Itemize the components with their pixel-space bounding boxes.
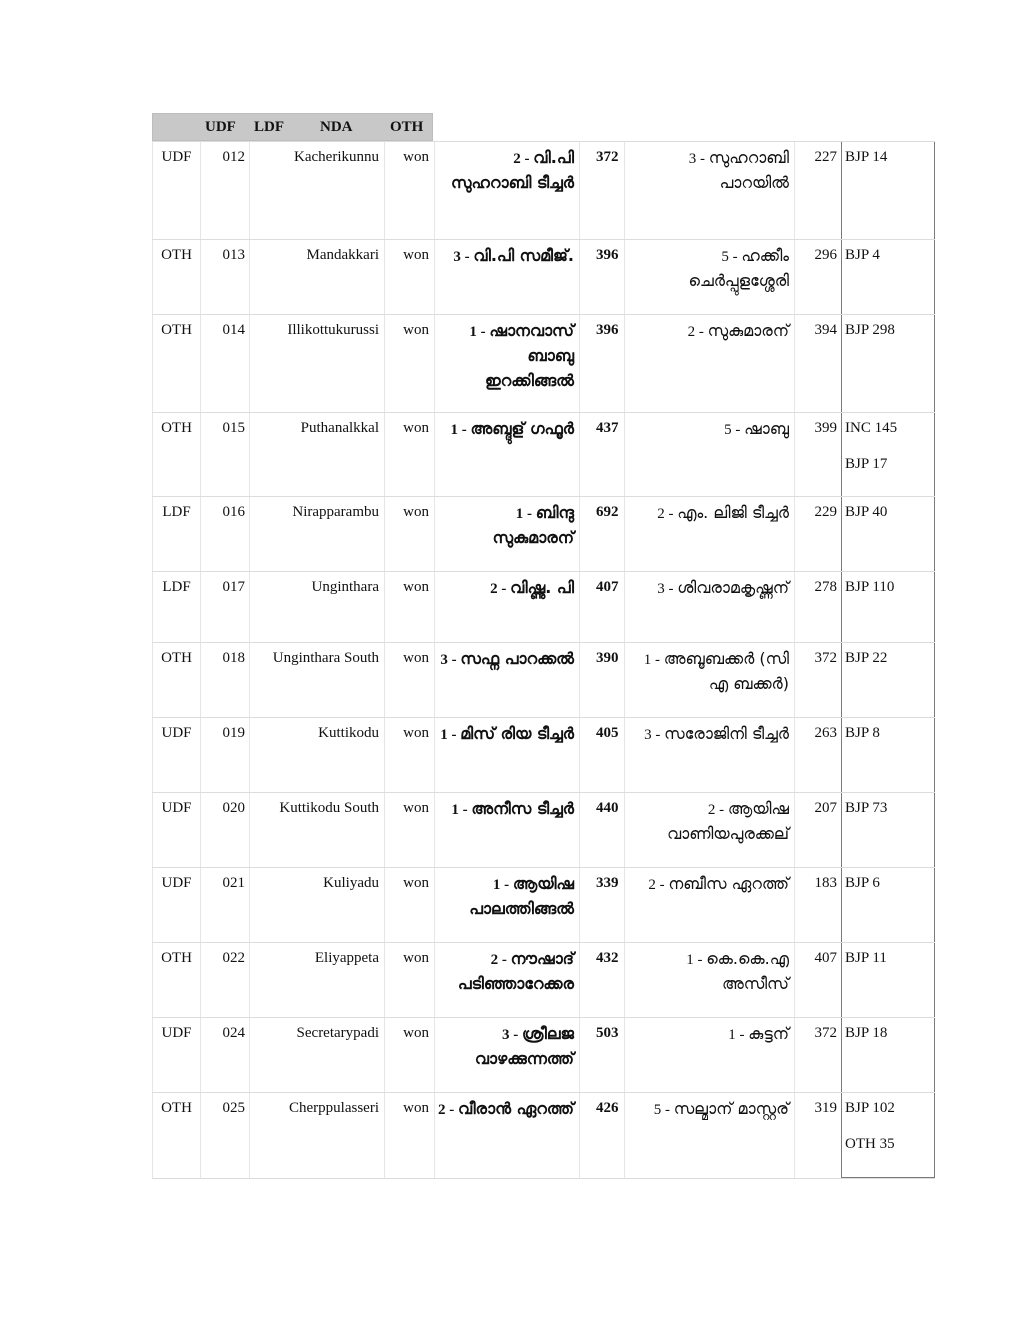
winner-cell bbox=[434, 793, 579, 868]
runner-up-cell bbox=[624, 572, 794, 643]
table-row bbox=[152, 942, 935, 1018]
winner-name: അബ്ദുള് ഗഫൂർ bbox=[470, 419, 574, 438]
runner-prefix: 1 - bbox=[728, 1027, 749, 1043]
others-line-2: OTH 35 bbox=[845, 1136, 895, 1152]
table-row bbox=[152, 867, 935, 943]
others-cell bbox=[841, 413, 935, 497]
table-row bbox=[152, 239, 935, 315]
winner-votes-cell: 426 bbox=[579, 1093, 624, 1178]
runner-name: കുട്ടന് bbox=[748, 1024, 789, 1043]
ward-name-cell: Kuttikodu bbox=[249, 718, 384, 793]
winner-prefix: 1 - bbox=[450, 422, 471, 438]
others-cell bbox=[841, 240, 935, 315]
runner-up-cell bbox=[624, 793, 794, 868]
table-row bbox=[152, 1092, 935, 1179]
runner-prefix: 5 - bbox=[724, 422, 745, 438]
runner-prefix: 1 - bbox=[686, 952, 707, 968]
others-cell bbox=[841, 718, 935, 793]
winner-name: ശ്രീലജ വാഴക്കുന്നത്ത് bbox=[474, 1024, 574, 1068]
status-cell: won bbox=[384, 1093, 434, 1178]
party-cell: UDF bbox=[152, 793, 200, 868]
others-line-1: BJP 73 bbox=[845, 800, 888, 816]
winner-votes-cell: 396 bbox=[579, 315, 624, 413]
winner-prefix: 3 - bbox=[501, 1027, 522, 1043]
table-row bbox=[152, 314, 935, 413]
winner-prefix: 3 - bbox=[440, 652, 461, 668]
winner-cell bbox=[434, 718, 579, 793]
others-line-1: BJP 40 bbox=[845, 504, 888, 520]
winner-votes-cell: 405 bbox=[579, 718, 624, 793]
winner-votes-cell: 437 bbox=[579, 413, 624, 497]
runner-name: സല്മാന് മാസ്റ്റര് bbox=[673, 1099, 789, 1118]
ward-number-cell: 017 bbox=[200, 572, 249, 643]
table-row bbox=[152, 642, 935, 718]
ward-number-cell: 022 bbox=[200, 943, 249, 1018]
ward-number-cell: 020 bbox=[200, 793, 249, 868]
others-line-2 bbox=[845, 182, 934, 218]
winner-prefix: 1 - bbox=[440, 727, 461, 743]
runner-prefix: 2 - bbox=[648, 877, 669, 893]
runner-votes-cell: 319 bbox=[794, 1093, 841, 1178]
table-row bbox=[152, 1017, 935, 1093]
table-row bbox=[152, 141, 935, 240]
runner-prefix: 1 - bbox=[643, 652, 664, 668]
ward-number-cell: 014 bbox=[200, 315, 249, 413]
table-row bbox=[152, 496, 935, 572]
status-cell: won bbox=[384, 643, 434, 718]
status-cell: won bbox=[384, 497, 434, 572]
party-cell: LDF bbox=[152, 572, 200, 643]
winner-votes-cell: 503 bbox=[579, 1018, 624, 1093]
runner-prefix: 3 - bbox=[657, 581, 678, 597]
party-cell: OTH bbox=[152, 413, 200, 497]
ward-name-cell: Kuttikodu South bbox=[249, 793, 384, 868]
others-line-1: BJP 8 bbox=[845, 725, 880, 741]
ward-name-cell: Eliyappeta bbox=[249, 943, 384, 1018]
runner-up-cell bbox=[624, 1018, 794, 1093]
runner-votes-cell: 372 bbox=[794, 1018, 841, 1093]
runner-up-cell bbox=[624, 868, 794, 943]
runner-votes-cell: 183 bbox=[794, 868, 841, 943]
winner-prefix: 1 - bbox=[492, 877, 513, 893]
runner-prefix: 3 - bbox=[644, 727, 665, 743]
others-cell bbox=[841, 142, 935, 240]
others-line-1: BJP 18 bbox=[845, 1025, 888, 1041]
table-row bbox=[152, 792, 935, 868]
winner-name: ആയിഷ പാലത്തിങ്ങൽ bbox=[469, 874, 574, 918]
others-line-2 bbox=[845, 833, 934, 869]
ward-name-cell: Cherppulasseri bbox=[249, 1093, 384, 1178]
party-cell: UDF bbox=[152, 718, 200, 793]
winner-cell bbox=[434, 868, 579, 943]
party-cell: LDF bbox=[152, 497, 200, 572]
status-cell: won bbox=[384, 240, 434, 315]
runner-name: സുകുമാരന് bbox=[707, 321, 789, 340]
runner-prefix: 2 - bbox=[657, 506, 678, 522]
runner-name: ഷാബു bbox=[744, 419, 789, 438]
party-cell: OTH bbox=[152, 315, 200, 413]
winner-cell bbox=[434, 315, 579, 413]
ward-name-cell: Unginthara South bbox=[249, 643, 384, 718]
runner-up-cell bbox=[624, 718, 794, 793]
ward-number-cell: 012 bbox=[200, 142, 249, 240]
ward-number-cell: 021 bbox=[200, 868, 249, 943]
winner-name: അനീസ ടീച്ചർ bbox=[471, 799, 574, 818]
others-cell bbox=[841, 572, 935, 643]
winner-votes-cell: 692 bbox=[579, 497, 624, 572]
others-line-2 bbox=[845, 1058, 934, 1094]
ward-number-cell: 015 bbox=[200, 413, 249, 497]
runner-name: സുഹറാബി പാറയിൽ bbox=[708, 148, 789, 192]
header-oth: OTH bbox=[390, 119, 424, 135]
party-cell: OTH bbox=[152, 943, 200, 1018]
winner-votes-cell: 432 bbox=[579, 943, 624, 1018]
others-line-1: BJP 6 bbox=[845, 875, 880, 891]
winner-cell bbox=[434, 413, 579, 497]
runner-name: ശിവരാമകൃഷ്ണന് bbox=[677, 578, 789, 597]
ward-number-cell: 018 bbox=[200, 643, 249, 718]
others-cell bbox=[841, 1093, 935, 1178]
status-cell: won bbox=[384, 868, 434, 943]
winner-prefix: 2 - bbox=[513, 151, 534, 167]
runner-prefix: 3 - bbox=[688, 151, 709, 167]
runner-prefix: 5 - bbox=[721, 249, 742, 265]
runner-votes-cell: 399 bbox=[794, 413, 841, 497]
winner-cell bbox=[434, 943, 579, 1018]
runner-up-cell bbox=[624, 1093, 794, 1178]
runner-votes-cell: 407 bbox=[794, 943, 841, 1018]
winner-name: മിസ് രിയ ടീച്ചർ bbox=[460, 724, 574, 743]
party-cell: UDF bbox=[152, 868, 200, 943]
party-cell: OTH bbox=[152, 643, 200, 718]
others-line-1: BJP 102 bbox=[845, 1100, 895, 1116]
runner-prefix: 2 - bbox=[707, 802, 728, 818]
runner-prefix: 2 - bbox=[687, 324, 708, 340]
runner-votes-cell: 394 bbox=[794, 315, 841, 413]
winner-prefix: 1 - bbox=[469, 324, 490, 340]
others-line-1: INC 145 bbox=[845, 420, 898, 436]
runner-name: അബൂബക്കർ (സി എ ബക്കർ) bbox=[663, 649, 789, 693]
others-line-2 bbox=[845, 758, 934, 794]
others-line-1: BJP 11 bbox=[845, 950, 887, 966]
others-cell bbox=[841, 793, 935, 868]
runner-up-cell bbox=[624, 643, 794, 718]
others-line-2 bbox=[845, 280, 934, 316]
winner-prefix: 2 - bbox=[490, 581, 511, 597]
others-line-1: BJP 298 bbox=[845, 322, 895, 338]
others-line-2 bbox=[845, 537, 934, 573]
runner-votes-cell: 263 bbox=[794, 718, 841, 793]
ward-name-cell: Mandakkari bbox=[249, 240, 384, 315]
header-udf: UDF bbox=[205, 119, 236, 135]
status-cell: won bbox=[384, 793, 434, 868]
status-cell: won bbox=[384, 142, 434, 240]
winner-prefix: 2 - bbox=[438, 1102, 459, 1118]
status-cell: won bbox=[384, 572, 434, 643]
others-line-2 bbox=[845, 683, 934, 719]
header-ldf: LDF bbox=[254, 119, 284, 135]
winner-votes-cell: 440 bbox=[579, 793, 624, 868]
table-row bbox=[152, 412, 935, 497]
others-cell bbox=[841, 643, 935, 718]
runner-name: സരോജിനി ടീച്ചർ bbox=[664, 724, 789, 743]
ward-name-cell: Unginthara bbox=[249, 572, 384, 643]
winner-votes-cell: 339 bbox=[579, 868, 624, 943]
others-cell bbox=[841, 497, 935, 572]
others-cell bbox=[841, 868, 935, 943]
ward-name-cell: Kacherikunnu bbox=[249, 142, 384, 240]
winner-cell bbox=[434, 240, 579, 315]
ward-name-cell: Illikottukurussi bbox=[249, 315, 384, 413]
ward-name-cell: Puthanalkkal bbox=[249, 413, 384, 497]
winner-name: നൗഷാദ് പടിഞ്ഞാറേക്കര bbox=[457, 949, 574, 993]
status-cell: won bbox=[384, 718, 434, 793]
others-line-2 bbox=[845, 355, 934, 391]
ward-number-cell: 019 bbox=[200, 718, 249, 793]
winner-votes-cell: 372 bbox=[579, 142, 624, 240]
winner-votes-cell: 407 bbox=[579, 572, 624, 643]
winner-cell bbox=[434, 643, 579, 718]
others-line-1: BJP 14 bbox=[845, 149, 888, 165]
runner-votes-cell: 207 bbox=[794, 793, 841, 868]
others-line-1: BJP 110 bbox=[845, 579, 895, 595]
winner-votes-cell: 396 bbox=[579, 240, 624, 315]
winner-name: ബിന്ദു സുകുമാരന് bbox=[492, 503, 574, 547]
winner-name: വി.പി സമീജ്. bbox=[473, 246, 574, 265]
winner-prefix: 1 - bbox=[451, 802, 472, 818]
runner-name: കെ.കെ.എ അസീസ് bbox=[706, 949, 789, 993]
ward-number-cell: 013 bbox=[200, 240, 249, 315]
table-row bbox=[152, 717, 935, 793]
runner-prefix: 5 - bbox=[653, 1102, 674, 1118]
others-cell bbox=[841, 315, 935, 413]
runner-up-cell bbox=[624, 497, 794, 572]
party-cell: OTH bbox=[152, 1093, 200, 1178]
runner-votes-cell: 278 bbox=[794, 572, 841, 643]
others-cell bbox=[841, 943, 935, 1018]
party-cell: UDF bbox=[152, 1018, 200, 1093]
status-cell: won bbox=[384, 413, 434, 497]
ward-name-cell: Kuliyadu bbox=[249, 868, 384, 943]
others-line-1: BJP 4 bbox=[845, 247, 880, 263]
ward-number-cell: 024 bbox=[200, 1018, 249, 1093]
runner-votes-cell: 227 bbox=[794, 142, 841, 240]
runner-votes-cell: 229 bbox=[794, 497, 841, 572]
others-line-2 bbox=[845, 983, 934, 1019]
ward-number-cell: 016 bbox=[200, 497, 249, 572]
runner-name: ഹക്കീം ചെർപ്പുളശ്ശേരി bbox=[688, 246, 789, 290]
runner-up-cell bbox=[624, 315, 794, 413]
others-line-1: BJP 22 bbox=[845, 650, 888, 666]
winner-cell bbox=[434, 1018, 579, 1093]
runner-up-cell bbox=[624, 943, 794, 1018]
winner-prefix: 2 - bbox=[490, 952, 511, 968]
winner-cell bbox=[434, 1093, 579, 1178]
others-line-2 bbox=[845, 908, 934, 944]
runner-name: നബീസ ഏറത്ത് bbox=[668, 874, 789, 893]
status-cell: won bbox=[384, 943, 434, 1018]
status-cell: won bbox=[384, 1018, 434, 1093]
party-cell: UDF bbox=[152, 142, 200, 240]
winner-name: വി.പി സുഹറാബി ടീച്ചർ bbox=[451, 148, 574, 192]
table-header bbox=[152, 113, 433, 141]
runner-name: എം. ലിജി ടീച്ചർ bbox=[677, 503, 789, 522]
winner-votes-cell: 390 bbox=[579, 643, 624, 718]
others-line-2: BJP 17 bbox=[845, 456, 888, 472]
winner-prefix: 1 - bbox=[515, 506, 536, 522]
table-row bbox=[152, 571, 935, 643]
runner-votes-cell: 372 bbox=[794, 643, 841, 718]
winner-prefix: 3 - bbox=[453, 249, 474, 265]
winner-cell bbox=[434, 142, 579, 240]
winner-name: സഫ്ന പാറക്കൽ bbox=[460, 649, 574, 668]
winner-name: വിഷ്ണു. പി bbox=[510, 578, 574, 597]
runner-up-cell bbox=[624, 240, 794, 315]
ward-name-cell: Nirapparambu bbox=[249, 497, 384, 572]
runner-votes-cell: 296 bbox=[794, 240, 841, 315]
ward-number-cell: 025 bbox=[200, 1093, 249, 1178]
runner-name: ആയിഷ വാണിയപുരക്കല് bbox=[667, 799, 789, 843]
winner-name: ഷാനവാസ് ബാബു ഇറക്കിങ്ങൽ bbox=[484, 321, 574, 390]
winner-cell bbox=[434, 497, 579, 572]
others-cell bbox=[841, 1018, 935, 1093]
status-cell: won bbox=[384, 315, 434, 413]
party-cell: OTH bbox=[152, 240, 200, 315]
header-nda: NDA bbox=[320, 119, 353, 135]
winner-name: വീരാൻ ഏറത്ത് bbox=[458, 1099, 574, 1118]
ward-name-cell: Secretarypadi bbox=[249, 1018, 384, 1093]
runner-up-cell bbox=[624, 142, 794, 240]
runner-up-cell bbox=[624, 413, 794, 497]
winner-cell bbox=[434, 572, 579, 643]
